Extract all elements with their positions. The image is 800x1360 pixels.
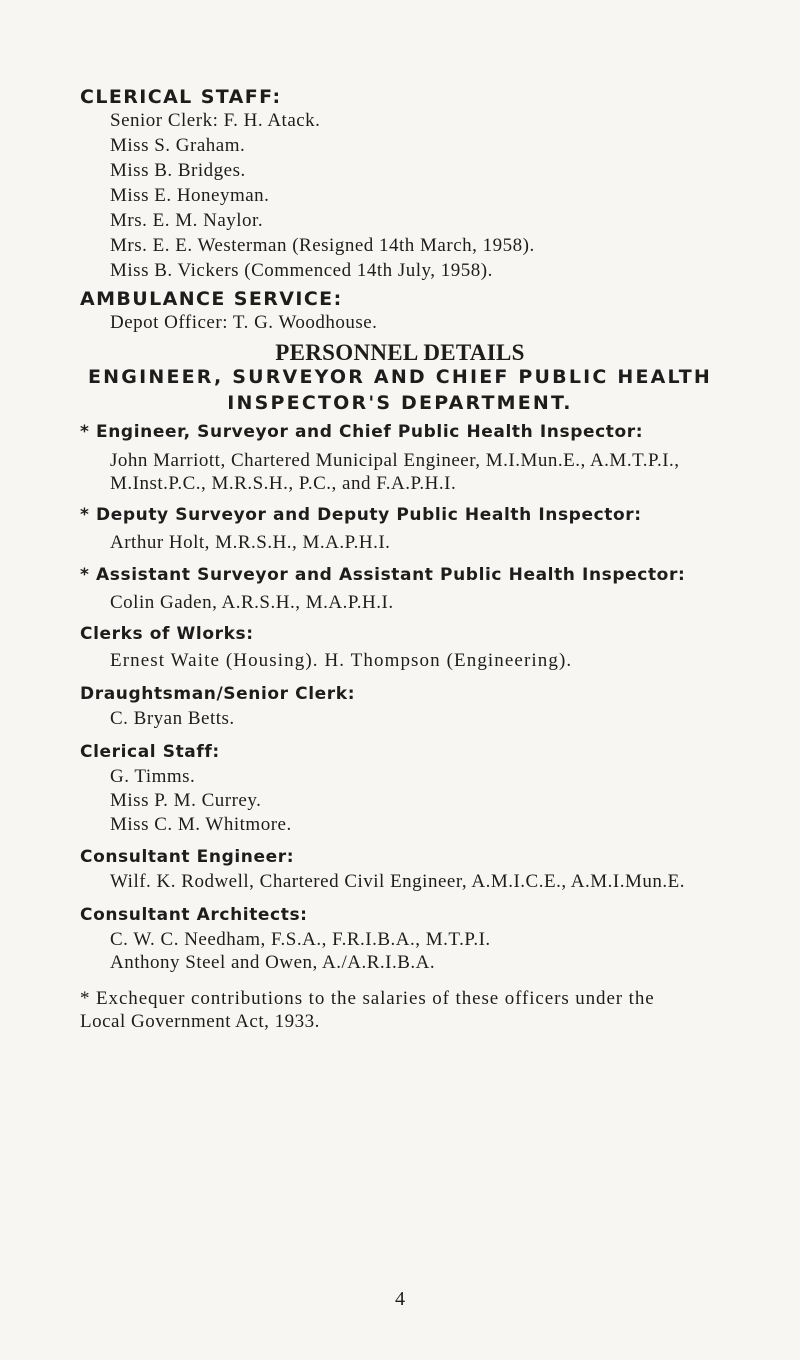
assistant-heading: * Assistant Surveyor and Assistant Public Health Inspector: (80, 565, 686, 585)
ambulance-heading: AMBULANCE SERVICE: (80, 288, 343, 310)
deputy-line: Arthur Holt, M.R.S.H., M.A.P.H.I. (110, 532, 391, 553)
engineer-heading: * Engineer, Surveyor and Chief Public Health Inspector: (80, 422, 644, 442)
department-heading-line1: ENGINEER, SURVEYOR AND CHIEF PUBLIC HEALTH (88, 366, 712, 388)
engineer-line: M.Inst.P.C., M.R.S.H., P.C., and F.A.P.H.I. (110, 473, 457, 494)
clerical-staff-line: Miss B. Bridges. (110, 160, 246, 181)
clerical-staff-line: Mrs. E. M. Naylor. (110, 210, 264, 231)
consultant-architects-heading: Consultant Architects: (80, 905, 308, 925)
department-heading-line2: INSPECTOR'S DEPARTMENT. (227, 392, 573, 414)
clerical-staff-line: Mrs. E. E. Westerman (Resigned 14th March, 1958). (110, 235, 535, 256)
ambulance-line: Depot Officer: T. G. Woodhouse. (110, 312, 378, 333)
consultant-architects-line: C. W. C. Needham, F.S.A., F.R.I.B.A., M.T.P.I. (110, 929, 491, 950)
footnote-line1: * Exchequer contributions to the salaries of these officers under the (80, 988, 655, 1009)
clerical-staff-2-heading: Clerical Staff: (80, 742, 220, 762)
clerical-staff-2-line: G. Timms. (110, 766, 196, 787)
deputy-heading: * Deputy Surveyor and Deputy Public Health Inspector: (80, 505, 642, 525)
assistant-line: Colin Gaden, A.R.S.H., M.A.P.H.I. (110, 592, 394, 613)
draughtsman-heading: Draughtsman/Senior Clerk: (80, 684, 356, 704)
consultant-architects-line: Anthony Steel and Owen, A./A.R.I.B.A. (110, 952, 436, 973)
clerical-staff-line: Miss B. Vickers (Commenced 14th July, 1958). (110, 260, 493, 281)
section-title: PERSONNEL DETAILS (275, 340, 525, 365)
clerical-staff-2-line: Miss P. M. Currey. (110, 790, 262, 811)
clerical-staff-line: Senior Clerk: F. H. Atack. (110, 110, 321, 131)
clerks-of-works-heading: Clerks of Wlorks: (80, 624, 254, 644)
draughtsman-line: C. Bryan Betts. (110, 708, 235, 729)
consultant-engineer-heading: Consultant Engineer: (80, 847, 295, 867)
clerical-staff-line: Miss S. Graham. (110, 135, 246, 156)
page-number: 4 (395, 1288, 405, 1310)
footnote-line2: Local Government Act, 1933. (80, 1011, 320, 1032)
clerical-staff-2-line: Miss C. M. Whitmore. (110, 814, 292, 835)
consultant-engineer-line: Wilf. K. Rodwell, Chartered Civil Engineer, A.M.I.C.E., A.M.I.Mun.E. (110, 871, 685, 892)
engineer-line: John Marriott, Chartered Municipal Engineer, M.I.Mun.E., A.M.T.P.I., (110, 450, 680, 471)
clerical-staff-line: Miss E. Honeyman. (110, 185, 270, 206)
clerical-staff-heading: CLERICAL STAFF: (80, 86, 282, 108)
clerks-of-works-line: Ernest Waite (Housing). H. Thompson (Engineering). (110, 650, 573, 671)
